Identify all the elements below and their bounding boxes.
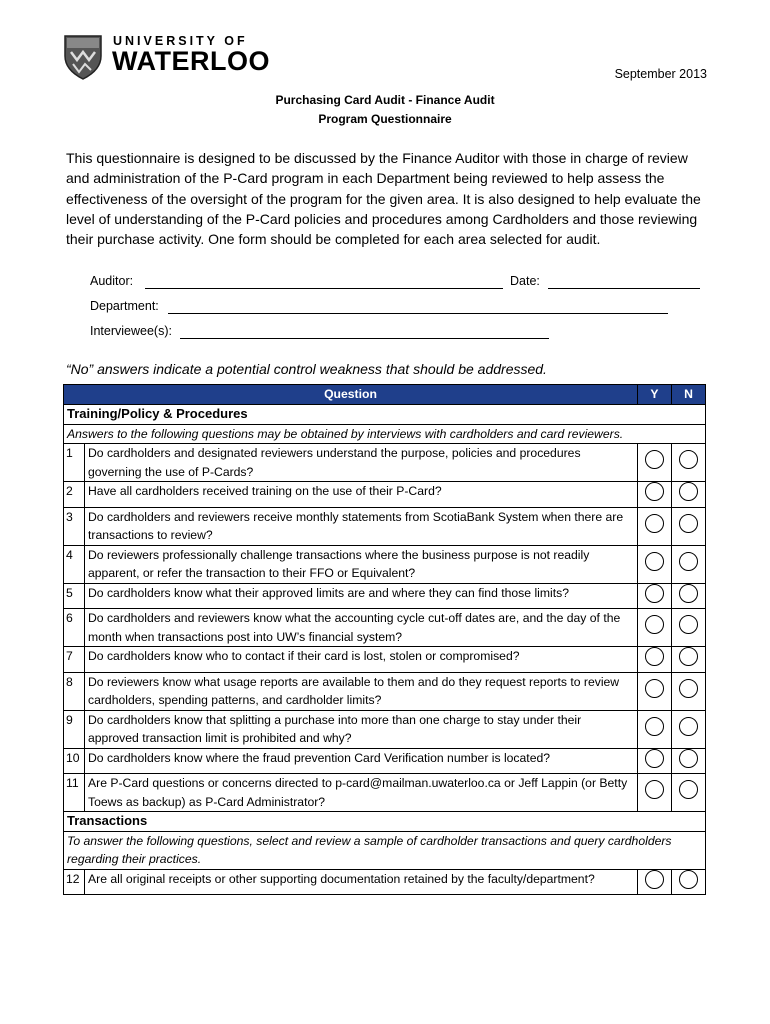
- table-row: [64, 672, 706, 710]
- yes-radio-button[interactable]: [645, 780, 664, 799]
- section-row: [64, 812, 706, 832]
- question-text: Are P-Card questions or concerns directed to p-card@mailman.uwaterloo.ca or Jeff Lappin (or Betty Toews as backup) as P-Card Administrator?: [85, 774, 638, 812]
- question-number: 4: [64, 545, 85, 583]
- question-number: 1: [64, 444, 85, 482]
- yes-answer-cell: [638, 748, 672, 774]
- question-number: 10: [64, 748, 85, 774]
- no-radio-button[interactable]: [679, 615, 698, 634]
- logo-text-top: UNIVERSITY OF: [113, 34, 248, 48]
- yes-radio-button[interactable]: [645, 450, 664, 469]
- document-title: Purchasing Card Audit - Finance Audit: [275, 93, 495, 107]
- question-number: 5: [64, 583, 85, 609]
- question-number: 7: [64, 647, 85, 673]
- table-row: [64, 710, 706, 748]
- question-number: 3: [64, 507, 85, 545]
- question-text: Do cardholders and reviewers receive monthly statements from ScotiaBank System when there are transactions to review?: [85, 507, 638, 545]
- yes-answer-cell: [638, 869, 672, 895]
- yes-answer-cell: [638, 710, 672, 748]
- no-answer-cell: [672, 748, 706, 774]
- no-column-header: N: [672, 385, 706, 405]
- no-radio-button[interactable]: [679, 679, 698, 698]
- question-text: Have all cardholders received training on the use of their P-Card?: [85, 482, 638, 508]
- yes-radio-button[interactable]: [645, 552, 664, 571]
- no-radio-button[interactable]: [679, 514, 698, 533]
- yes-radio-button[interactable]: [645, 615, 664, 634]
- table-row: [64, 444, 706, 482]
- question-text: Do reviewers professionally challenge transactions where the business purpose is not readily apparent, or refer the transaction to their FFO or Equivalent?: [85, 545, 638, 583]
- questionnaire-table: [63, 384, 706, 895]
- question-text: Do reviewers know what usage reports are available to them and do they request reports to review cardholders, spending patterns, and cardholder limits?: [85, 672, 638, 710]
- document-subtitle: Program Questionnaire: [318, 112, 452, 126]
- no-answer-cell: [672, 444, 706, 482]
- question-text: Do cardholders know where the fraud prevention Card Verification number is located?: [85, 748, 638, 774]
- question-text: Do cardholders know what their approved limits are and where they can find those limits?: [85, 583, 638, 609]
- no-radio-button[interactable]: [679, 717, 698, 736]
- section-title-training: Training/Policy & Procedures: [64, 405, 706, 425]
- yes-radio-button[interactable]: [645, 717, 664, 736]
- control-weakness-note: “No” answers indicate a potential control weakness that should be addressed.: [66, 361, 547, 377]
- question-text: Do cardholders know that splitting a purchase into more than one charge to stay under their approved transaction limit is prohibited and why?: [85, 710, 638, 748]
- document-date: September 2013: [614, 67, 707, 81]
- section-title-transactions: Transactions: [64, 812, 706, 832]
- no-answer-cell: [672, 774, 706, 812]
- auditor-label: Auditor:: [90, 274, 134, 288]
- question-number: 2: [64, 482, 85, 508]
- table-row: [64, 545, 706, 583]
- no-answer-cell: [672, 507, 706, 545]
- no-radio-button[interactable]: [679, 749, 698, 768]
- question-number: 6: [64, 609, 85, 647]
- table-row: [64, 482, 706, 508]
- yes-answer-cell: [638, 507, 672, 545]
- no-answer-cell: [672, 583, 706, 609]
- intro-paragraph: This questionnaire is designed to be discussed by the Finance Auditor with those in charge of review and administration of the P-Card program in each Department being reviewed to help assess the effectiveness of the oversight of the program for the given area. It is also designed to help evaluate the level of understanding of the P-Card policies and procedures among Cardholders and those reviewing their purchase activity. One form should be completed for each area selected for audit.: [66, 150, 701, 248]
- yes-answer-cell: [638, 672, 672, 710]
- interviewees-label: Interviewee(s):: [90, 324, 172, 338]
- yes-radio-button[interactable]: [645, 482, 664, 501]
- table-header-row: [64, 385, 706, 405]
- yes-answer-cell: [638, 444, 672, 482]
- auditor-field[interactable]: [145, 288, 503, 289]
- no-answer-cell: [672, 672, 706, 710]
- no-radio-button[interactable]: [679, 450, 698, 469]
- table-row: [64, 583, 706, 609]
- question-text: Do cardholders and reviewers know what the accounting cycle cut-off dates are, and the day of the month when transactions post into UW’s financial system?: [85, 609, 638, 647]
- table-row: [64, 748, 706, 774]
- interviewees-field[interactable]: [180, 338, 549, 339]
- no-radio-button[interactable]: [679, 870, 698, 889]
- table-row: [64, 507, 706, 545]
- section-note-training: Answers to the following questions may be obtained by interviews with cardholders and card reviewers.: [64, 424, 706, 444]
- no-radio-button[interactable]: [679, 584, 698, 603]
- question-number: 8: [64, 672, 85, 710]
- date-label: Date:: [510, 274, 540, 288]
- yes-answer-cell: [638, 774, 672, 812]
- question-column-header: Question: [64, 385, 638, 405]
- yes-radio-button[interactable]: [645, 647, 664, 666]
- yes-answer-cell: [638, 647, 672, 673]
- question-text: Are all original receipts or other supporting documentation retained by the faculty/department?: [85, 869, 638, 895]
- no-answer-cell: [672, 482, 706, 508]
- date-field[interactable]: [548, 288, 700, 289]
- no-answer-cell: [672, 545, 706, 583]
- yes-radio-button[interactable]: [645, 514, 664, 533]
- yes-radio-button[interactable]: [645, 584, 664, 603]
- table-row: [64, 869, 706, 895]
- question-text: Do cardholders know who to contact if their card is lost, stolen or compromised?: [85, 647, 638, 673]
- university-logo: [63, 32, 283, 82]
- section-note-row: [64, 424, 706, 444]
- department-label: Department:: [90, 299, 159, 313]
- section-note-transactions: To answer the following questions, select and review a sample of cardholder transactions and query cardholders regarding their practices.: [64, 831, 706, 869]
- question-number: 11: [64, 774, 85, 812]
- no-answer-cell: [672, 869, 706, 895]
- no-radio-button[interactable]: [679, 780, 698, 799]
- question-text: Do cardholders and designated reviewers understand the purpose, policies and procedures governing the use of P-Cards?: [85, 444, 638, 482]
- yes-radio-button[interactable]: [645, 679, 664, 698]
- yes-column-header: Y: [638, 385, 672, 405]
- section-row: [64, 405, 706, 425]
- table-row: [64, 609, 706, 647]
- yes-answer-cell: [638, 482, 672, 508]
- no-radio-button[interactable]: [679, 482, 698, 501]
- question-number: 9: [64, 710, 85, 748]
- shield-crest-icon: [63, 34, 103, 80]
- no-radio-button[interactable]: [679, 647, 698, 666]
- yes-answer-cell: [638, 545, 672, 583]
- no-radio-button[interactable]: [679, 552, 698, 571]
- question-number: 12: [64, 869, 85, 895]
- logo-text-main: WATERLOO: [112, 46, 270, 76]
- department-field[interactable]: [168, 313, 668, 314]
- yes-radio-button[interactable]: [645, 870, 664, 889]
- table-row: [64, 774, 706, 812]
- yes-radio-button[interactable]: [645, 749, 664, 768]
- yes-answer-cell: [638, 609, 672, 647]
- no-answer-cell: [672, 710, 706, 748]
- section-note-row: [64, 831, 706, 869]
- no-answer-cell: [672, 647, 706, 673]
- table-row: [64, 647, 706, 673]
- yes-answer-cell: [638, 583, 672, 609]
- no-answer-cell: [672, 609, 706, 647]
